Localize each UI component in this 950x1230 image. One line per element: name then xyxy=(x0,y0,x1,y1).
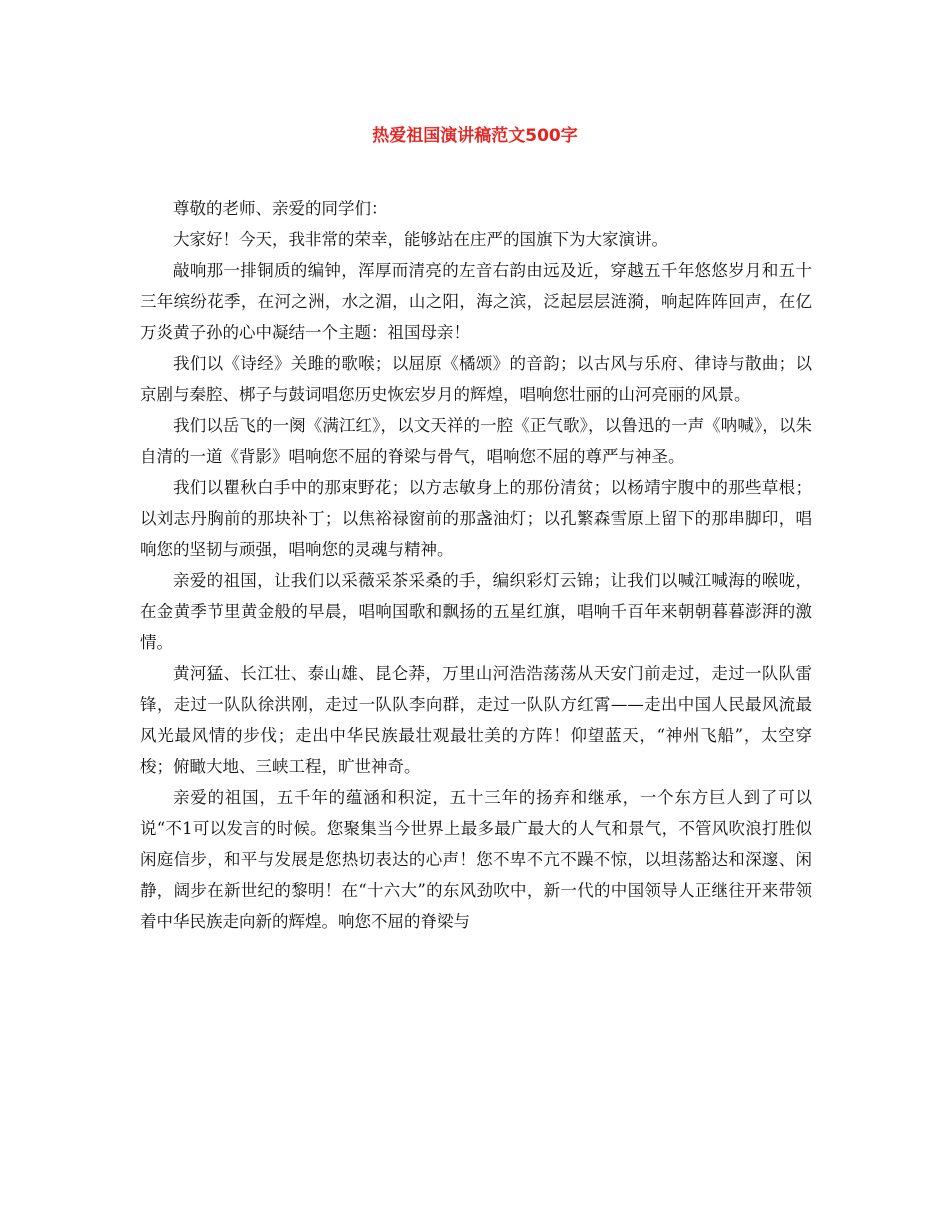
paragraph-future: 亲爱的祖国，五千年的蕴涵和积淀，五十三年的扬弃和继承，一个东方巨人到了可以说“不1可以发言的时候。您聚集当今世界上最多最广最大的人气和景气，不管风吹浪打胜似闲庭信步，和平与发展是您热切表达的心声！您不卑不亢不躁不惊，以坦荡豁达和深邃、闲静，阔步在新世纪的黎明！在“十六大”的东风劲吹中，新一代的中国领导人正继往开来带领着中华民族走向新的辉煌。响您不屈的脊梁与 xyxy=(140,788,812,931)
paragraph-martyrs: 我们以瞿秋白手中的那束野花；以方志敏身上的那份清贫；以杨靖宇腹中的那些草根；以刘志丹胸前的那块补丁；以焦裕禄窗前的那盏油灯；以孔繁森雪原上留下的那串脚印，唱响您的坚韧与顽强，唱响您的灵魂与精神。 xyxy=(140,478,812,559)
paragraph-rivers: 黄河猛、长江壮、泰山雄、昆仑莽，万里山河浩浩荡荡从天安门前走过，走过一队队雷锋，走过一队队徐洪刚，走过一队队李向群，走过一队队方红霄——走出中国人民最风流最风光最风情的步伐；走出中华民族最壮观最壮美的方阵！仰望蓝天，“神州飞船”，太空穿梭；俯瞰大地、三峡工程，旷世神奇。 xyxy=(140,664,812,776)
document-title: 热爱祖国演讲稿范文500字 xyxy=(372,126,578,146)
paragraph-bells: 敲响那一排铜质的编钟，浑厚而清亮的左音右韵由远及近，穿越五千年悠悠岁月和五十三年缤纷花季，在河之洲，水之湄，山之阳，海之滨，泛起层层涟漪，响起阵阵回声，在亿万炎黄子孙的心中凝结一个主题：祖国母亲！ xyxy=(140,261,812,342)
paragraph-poetry: 我们以《诗经》关雎的歌喉；以屈原《橘颂》的音韵；以古风与乐府、律诗与散曲；以京剧与秦腔、梆子与鼓词唱您历史恢宏岁月的辉煌，唱响您壮丽的山河亮丽的风景。 xyxy=(140,354,812,404)
paragraph-motherland: 亲爱的祖国，让我们以采薇采茶采桑的手，编织彩灯云锦；让我们以喊江喊海的喉咙，在金黄季节里黄金般的早晨，唱响国歌和飘扬的五星红旗，唱响千百年来朝朝暮暮澎湃的激情。 xyxy=(140,571,812,652)
paragraph-salutation: 尊敬的老师、亲爱的同学们： xyxy=(173,199,388,218)
paragraph-greeting: 大家好！今天，我非常的荣幸，能够站在庄严的国旗下为大家演讲。 xyxy=(173,230,668,249)
document-body xyxy=(140,193,812,937)
paragraph-heroes: 我们以岳飞的一阕《满江红》，以文天祥的一腔《正气歌》，以鲁迅的一声《呐喊》，以朱自清的一道《背影》唱响您不屈的脊梁与骨气，唱响您不屈的尊严与神圣。 xyxy=(140,416,812,466)
